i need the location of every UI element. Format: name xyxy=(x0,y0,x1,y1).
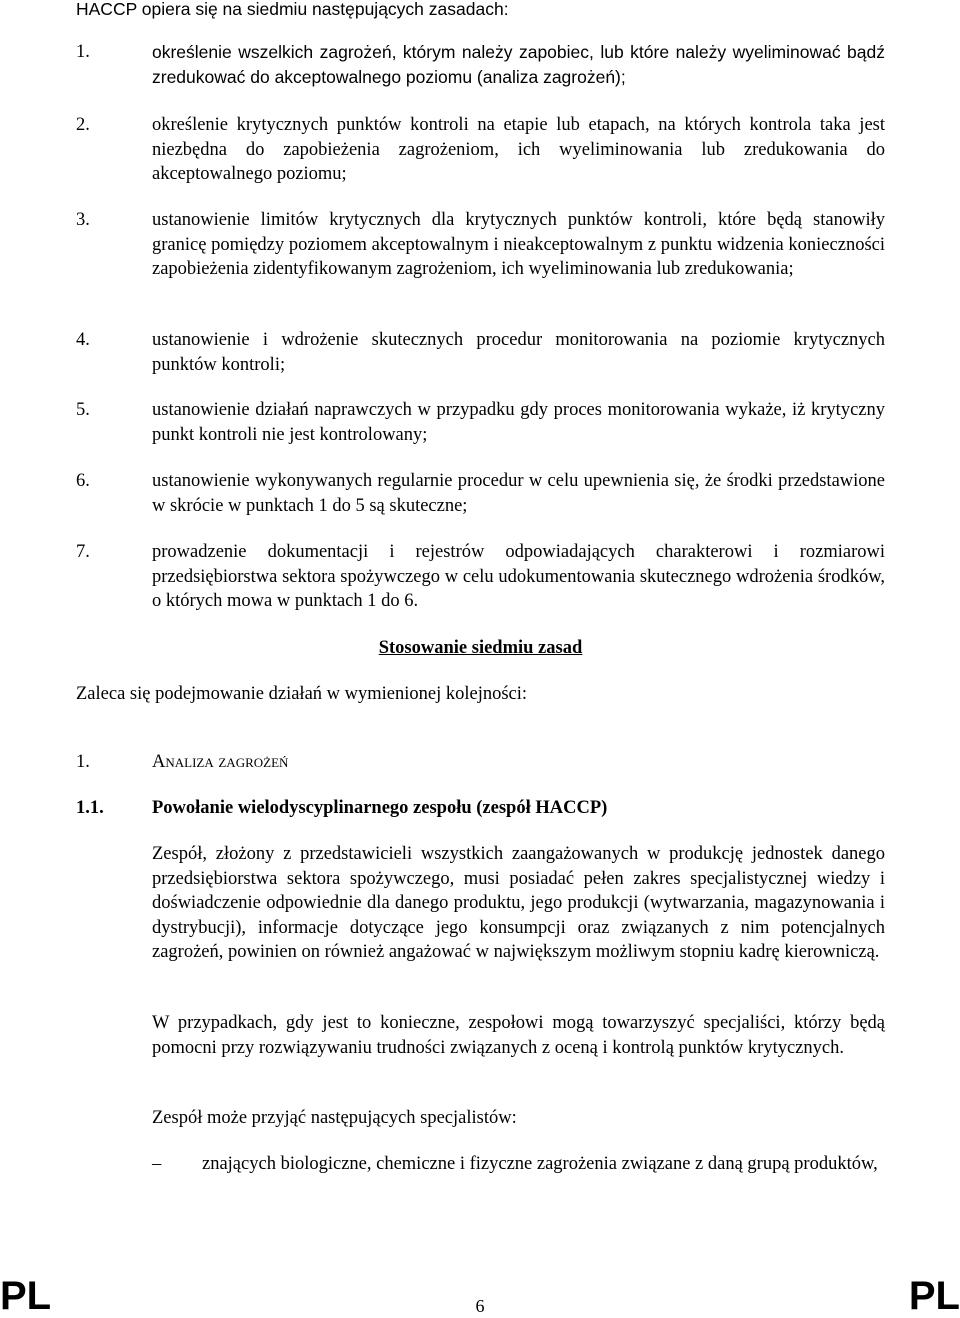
subsection-heading xyxy=(76,796,885,820)
principle-text: ustanowienie wykonywanych regularnie procedur w celu upewnienia się, że środki przedstawione w skrócie w punktach 1 do 5 są skuteczne; xyxy=(152,471,885,516)
principle-number: 4. xyxy=(76,330,90,350)
principle-item-3 xyxy=(76,208,885,282)
recommendation-text: Zaleca się podejmowanie działań w wymienionej kolejności: xyxy=(76,684,528,704)
principle-item-1 xyxy=(76,40,885,89)
footer-language-left: PL xyxy=(0,1274,52,1318)
page-number: 6 xyxy=(475,1296,485,1316)
principle-number: 1. xyxy=(76,42,90,62)
subsection-number: 1.1. xyxy=(76,798,104,818)
chapter-number: 1. xyxy=(76,752,90,772)
dash-marker: – xyxy=(152,1154,162,1174)
principle-number: 6. xyxy=(76,471,90,491)
principle-item-7 xyxy=(76,540,885,614)
chapter-heading xyxy=(76,750,885,774)
paragraph-specialists: W przypadkach, gdy jest to konieczne, zespołowi mogą towarzyszyć specjaliści, którzy będą pomocni przy rozwiązywaniu trudności związanych z oceną i kontrolą punktów krytycznych. xyxy=(152,1013,885,1058)
principle-item-4 xyxy=(76,328,885,377)
principle-text: ustanowienie limitów krytycznych dla krytycznych punktów kontroli, które będą stanowiły granicę pomiędzy poziomem akceptowalnym i nieakceptowalnym z punktu widzenia konieczności zapobieżenia zidentyfikowanym zagrożeniom, ich wyeliminowania lub zredukowania; xyxy=(152,210,885,279)
specialist-list-item xyxy=(152,1152,885,1177)
principle-number: 3. xyxy=(76,210,90,230)
principle-text: ustanowienie działań naprawczych w przypadku gdy proces monitorowania wykaże, iż krytyczny punkt kontroli nie jest kontrolowany; xyxy=(152,400,885,445)
specialist-text: znających biologiczne, chemiczne i fizyczne zagrożenia związane z daną grupą produktów, xyxy=(202,1154,878,1174)
intro-text: HACCP opiera się na siedmiu następujących zasadach: xyxy=(76,0,509,19)
paragraph-team: Zespół, złożony z przedstawicieli wszystkich zaangażowanych w produkcję jednostek danego przedsiębiorstwa sektora spożywczego, musi posiadać pełen zakres specjalistycznej wiedzy i doświadczenie odpowiednie dla danego produktu, jego produkcji (wytwarzania, magazynowania i dystrybucji), informacje dotyczące jego konsumpcji oraz związanych z nim potencjalnych zagrożeń, powinien on również angażować w największym możliwym stopniu kadrę kierowniczą. xyxy=(152,844,885,962)
chapter-title: Analiza zagrożeń xyxy=(152,752,289,772)
principle-item-6 xyxy=(76,469,885,518)
subsection-title: Powołanie wielodyscyplinarnego zespołu (zespół HACCP) xyxy=(152,798,608,818)
principle-text: prowadzenie dokumentacji i rejestrów odpowiadających charakterowi i rozmiarowi przedsiębiorstwa sektora spożywczego w celu udokumentowania skutecznego wdrożenia środków, o których mowa w punktach 1 do 6. xyxy=(152,542,885,611)
principle-number: 2. xyxy=(76,115,90,135)
principle-item-5 xyxy=(76,398,885,447)
section-title: Stosowanie siedmiu zasad xyxy=(378,638,583,658)
principle-text: określenie krytycznych punktów kontroli na etapie lub etapach, na których kontrola taka jest niezbędna do zapobieżenia zagrożeniom, ich wyeliminowania lub zredukowania do akceptowalnego poziomu; xyxy=(152,115,885,184)
principle-text: ustanowienie i wdrożenie skutecznych procedur monitorowania na poziomie krytycznych punktów kontroli; xyxy=(152,330,885,375)
paragraph-specialists-intro: Zespół może przyjąć następujących specjalistów: xyxy=(152,1108,517,1128)
principle-number: 5. xyxy=(76,400,90,420)
principle-text: określenie wszelkich zagrożeń, którym należy zapobiec, lub które należy wyeliminować bądź zredukować do akceptowalnego poziomu (analiza zagrożeń); xyxy=(152,42,885,87)
principle-item-2 xyxy=(76,113,885,187)
footer-language-right: PL xyxy=(908,1274,960,1318)
principle-number: 7. xyxy=(76,542,90,562)
